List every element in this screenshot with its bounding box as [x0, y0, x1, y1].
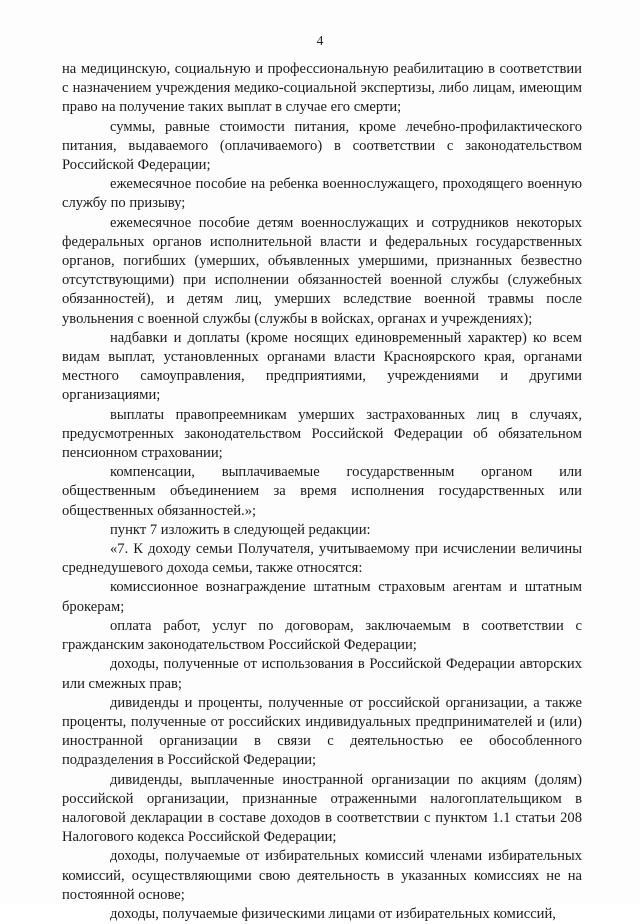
paragraph: пункт 7 изложить в следующей редакции:	[110, 521, 371, 538]
paragraph: ежемесячное пособие на ребенка военнослужащего, проходящего военную службу по призыву;	[62, 176, 582, 212]
paragraph: на медицинскую, социальную и профессиональную реабилитацию в соответствии с назначением учреждения медико-социальной экспертизы, либо лицам, имеющим право на получение таких выплат в случае его смерти;	[62, 61, 582, 116]
document-body	[62, 60, 582, 924]
paragraph: комиссионное вознаграждение штатным страховым агентам и штатным брокерам;	[62, 579, 582, 615]
paragraph: суммы, равные стоимости питания, кроме лечебно-профилактического питания, выдаваемого (оплачиваемого) в соответствии с законодательством Российской Федерации;	[62, 118, 582, 174]
paragraph: доходы, получаемые физическими лицами от избирательных комиссий,	[110, 905, 556, 922]
page-number: 4	[316, 33, 324, 48]
paragraph: дивиденды и проценты, полученные от российской организации, а также проценты, полученные от российских индивидуальных предпринимателей и (или) иностранной организации в связи с деятельностью ее обособленного подразделения в Российской Федерации;	[62, 694, 582, 769]
paragraph: дивиденды, выплаченные иностранной организации по акциям (долям) российской организации, признанные отраженными налогоплательщиком в налоговой декларации в составе доходов в соответствии с пунктом 1.1 статьи 208 Налогового кодекса Российской Федерации;	[62, 771, 582, 846]
paragraph: доходы, получаемые от избирательных комиссий членами избирательных комиссий, осуществляющими свою деятельность в указанных комиссиях не на постоянной основе;	[62, 848, 582, 903]
paragraph: выплаты правопреемникам умерших застрахованных лиц в случаях, предусмотренных законодательством Российской Федерации об обязательном пенсионном страховании;	[62, 406, 582, 462]
paragraph: доходы, полученные от использования в Российской Федерации авторских или смежных прав;	[62, 656, 582, 692]
paragraph: «7. К доходу семьи Получателя, учитываемому при исчислении величины среднедушевого дохода семьи, также относятся:	[62, 541, 582, 577]
paragraph: ежемесячное пособие детям военнослужащих и сотрудников некоторых федеральных органов исполнительной власти и федеральных государственных органов, погибших (умерших, объявленных умершими, признанных безвестно отсутствующими) при исполнении обязанностей военной службы (служебных обязанностей), и детям лиц, умерших вследствие военной травмы после увольнения с военной службы (службы в войсках, органах и учреждениях);	[62, 214, 582, 327]
paragraph: надбавки и доплаты (кроме носящих единовременный характер) ко всем видам выплат, установленных органами власти Красноярского края, органами местного самоуправления, предприятиями, учреждениями и другими организациями;	[62, 329, 582, 404]
paragraph: компенсации, выплачиваемые государственным органом или общественным объединением за время исполнения государственных или общественных обязанностей.»;	[62, 464, 582, 519]
paragraph: оплата работ, услуг по договорам, заключаемым в соответствии с гражданским законодательством Российской Федерации;	[62, 617, 582, 654]
